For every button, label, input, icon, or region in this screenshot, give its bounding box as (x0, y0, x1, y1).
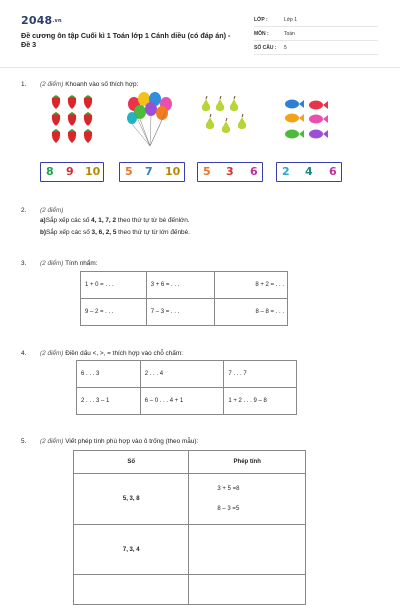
table-row (74, 575, 306, 605)
meta-row-class (254, 14, 378, 27)
number-choice[interactable]: 6 (250, 165, 258, 178)
question-2-part-b (40, 229, 190, 236)
question-text: Điền dấu <, >, = thích hợp vào chỗ chấm: (65, 350, 183, 357)
question-points: (2 điểm) (40, 350, 64, 357)
logo-text: 2048 (21, 14, 53, 27)
number-choice[interactable]: 4 (305, 165, 313, 178)
table-cell-numbers (74, 575, 189, 605)
operation-text: 8 – 3 =5 (217, 506, 240, 512)
table-cell-numbers: 5, 3, 8 (74, 474, 189, 525)
table-row (81, 299, 288, 326)
operation-text: 3 + 5 =8 (217, 486, 240, 492)
number-choice-box (119, 162, 185, 182)
meta-key: SỐ CÂU : (254, 45, 277, 51)
table-cell: 2 . . . 3 – 1 (77, 388, 141, 415)
table-cell: 1 + 2 . . . 9 – 8 (224, 388, 297, 415)
question-number: 3. (21, 260, 27, 267)
table-cell-operations[interactable] (189, 575, 306, 605)
pear-icon (200, 96, 260, 136)
part-numbers: 4, 1, 7, 2 (91, 217, 117, 224)
table-cell-operations (189, 474, 306, 525)
part-text: theo thứ tự từ bé đếnlớn. (116, 217, 190, 224)
table-row (74, 525, 306, 575)
question-points: (2 điểm) (40, 260, 64, 267)
table-cell: 6 – 0 . . . 4 + 1 (140, 388, 224, 415)
part-label: b) (40, 229, 47, 236)
table-cell: 8 + 2 = . . . (215, 272, 288, 299)
question-text: Khoanh vào số thích hợp: (65, 81, 139, 88)
part-text: Sắp xếp các số (46, 229, 92, 236)
table-header-row (74, 451, 306, 474)
logo-suffix: .vn (52, 18, 62, 24)
number-choice[interactable]: 9 (66, 165, 74, 178)
meta-key: MÔN : (254, 31, 269, 37)
meta-key: LỚP : (254, 17, 268, 23)
fish-icon (283, 98, 335, 146)
question-number: 1. (21, 81, 27, 88)
part-text: Sắp xếp các số (45, 217, 92, 224)
number-choice[interactable]: 6 (329, 165, 337, 178)
number-choice-box (276, 162, 342, 182)
column-header: Số (74, 451, 189, 474)
number-choice[interactable]: 3 (226, 165, 234, 178)
number-choice-box (40, 162, 104, 182)
document-title: Đề cương ôn tập Cuối kì 1 Toán lớp 1 Cánh diều (có đáp án) - Đề 3 (21, 31, 231, 49)
table-cell: 8 – 8 = . . . (215, 299, 288, 326)
meta-row-count (254, 42, 378, 55)
table-cell: 7 – 3 = . . . (146, 299, 215, 326)
number-choice[interactable]: 10 (85, 165, 101, 178)
table-cell: 3 + 6 = . . . (146, 272, 215, 299)
column-header: Phép tính (189, 451, 306, 474)
question-text: Viết phép tính phù hợp vào ô trống (theo mẫu): (65, 438, 199, 445)
table-row (77, 388, 297, 415)
number-choice[interactable]: 5 (125, 165, 133, 178)
question-points: (2 điểm) (40, 81, 64, 88)
table-cell-operations[interactable] (189, 525, 306, 575)
table-cell: 9 – 2 = . . . (81, 299, 147, 326)
number-choice[interactable]: 8 (46, 165, 54, 178)
table-row (81, 272, 288, 299)
number-choice-box (197, 162, 263, 182)
page-header (0, 0, 400, 68)
number-choice[interactable]: 2 (282, 165, 290, 178)
table-cell-numbers: 7, 3, 4 (74, 525, 189, 575)
meta-value: 5 (284, 45, 287, 51)
question-number: 5. (21, 438, 27, 445)
number-choice[interactable]: 5 (203, 165, 211, 178)
part-text: theo thứ tự từ lớn đếnbé. (116, 229, 190, 236)
question-text: Tính nhẩm: (65, 260, 98, 267)
table-row (77, 361, 297, 388)
table-cell: 1 + 0 = . . . (81, 272, 147, 299)
part-numbers: 3, 6, 2, 5 (91, 229, 117, 236)
balloons-icon (124, 90, 176, 152)
meta-value: Lớp 1 (284, 17, 298, 23)
mental-math-table (80, 271, 288, 326)
question-number: 4. (21, 350, 27, 357)
compare-table (76, 360, 297, 415)
question-2-part-a (40, 217, 190, 224)
number-choice[interactable]: 10 (165, 165, 181, 178)
number-choice[interactable]: 7 (145, 165, 153, 178)
meta-row-subject (254, 28, 378, 41)
meta-value: Toán (284, 31, 295, 37)
table-cell: 7 . . . 7 (224, 361, 297, 388)
site-logo[interactable] (21, 14, 62, 27)
table-cell: 2 . . . 4 (140, 361, 224, 388)
table-row (74, 474, 306, 525)
question-points: (2 điểm) (40, 207, 64, 214)
part-label: a) (40, 217, 46, 224)
operations-table (73, 450, 306, 605)
question-points: (2 điểm) (40, 438, 64, 445)
table-cell: 6 . . . 3 (77, 361, 141, 388)
strawberry-icon (48, 94, 100, 146)
question-number: 2. (21, 207, 27, 214)
